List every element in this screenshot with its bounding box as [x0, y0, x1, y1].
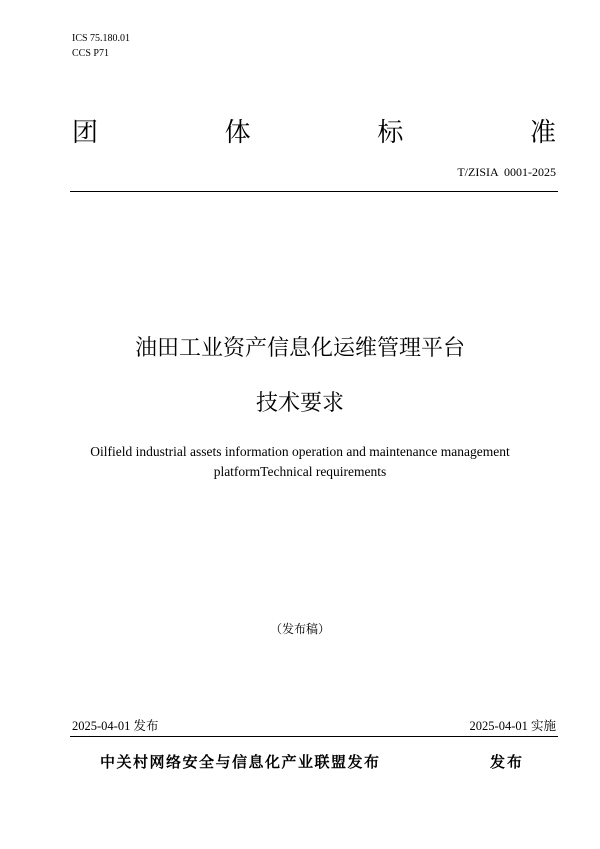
title-en-line1: Oilfield industrial assets information operation and maintenance management [90, 444, 510, 459]
standard-type-char-1: 团 [72, 118, 99, 148]
release-date: 2025-04-01 发布 [72, 719, 159, 733]
classification-codes [72, 31, 130, 61]
title-cn-line1: 油田工业资产信息化运维管理平台 [134, 336, 465, 361]
publisher-action: 发布 [490, 753, 525, 771]
implement-date: 2025-04-01 实施 [469, 719, 556, 733]
footer-divider [70, 736, 558, 737]
ics-code: ICS 75.180.01 [72, 33, 131, 44]
standard-type-char-4: 准 [529, 118, 556, 148]
publisher-name: 中关村网络安全与信息化产业联盟发布 [100, 753, 381, 771]
header-divider [70, 191, 558, 192]
standard-number: T/ZISIA 0001-2025 [457, 165, 556, 179]
standard-type-char-3: 标 [377, 118, 404, 148]
draft-stage: （发布稿） [269, 622, 330, 636]
ccs-code: CCS P71 [72, 48, 109, 59]
title-cn-line2: 技术要求 [255, 391, 344, 416]
standard-type-heading [72, 112, 556, 149]
standard-type-char-2: 体 [224, 118, 251, 148]
title-en-line2: platformTechnical requirements [213, 464, 387, 479]
